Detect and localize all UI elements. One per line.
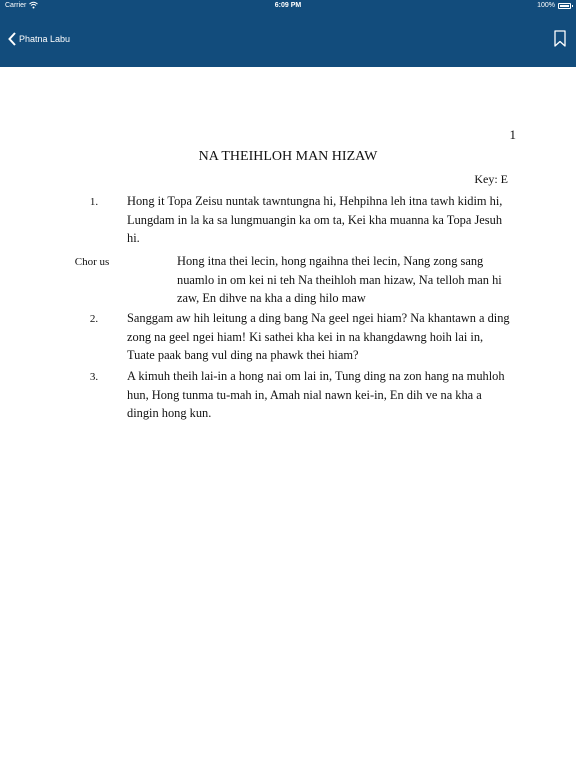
battery-percent: 100% bbox=[537, 2, 555, 9]
back-button[interactable] bbox=[8, 31, 70, 47]
verse-text-3: A kimuh theih lai-in a hong nai om lai in, Tung ding na zon hang na muhloh hun, Hong tunma tu-mah in, Amah nial nawn kei-in, En dih ve na kha a dingin hong kun. bbox=[127, 369, 505, 420]
verse-text-1: Hong it Topa Zeisu nuntak tawntungna hi, Hehpihna leh itna tawh kidim hi, Lungdam in la ka sa lungmuangin ka om ta, Kei kha muanna ka Topa Jesuh hi. bbox=[127, 194, 503, 245]
chevron-left-icon bbox=[8, 32, 16, 46]
bookmark-icon bbox=[554, 30, 566, 47]
verse-label-1: 1. bbox=[89, 196, 99, 208]
verse-text-2: Sanggam aw hih leitung a ding bang Na geel ngei hiam? Na khantawn a ding zong na geel ngei hiam! Ki sathei kha kei in na khangdawng hoih lai in, Tuate paak bang vul ding na phawk thei hiam? bbox=[127, 311, 510, 362]
navigation-bar bbox=[0, 0, 576, 67]
status-bar bbox=[0, 0, 576, 13]
bookmark-button[interactable] bbox=[554, 30, 566, 52]
chorus-text: Hong itna thei lecin, hong ngaihna thei lecin, Nang zong sang nuamlo in om kei ni teh Na theihloh man hizaw, Na telloh man hi zaw, En dihve na kha a ding hilo maw bbox=[177, 254, 502, 305]
hymn-title: NA THEIHLOH MAN HIZAW bbox=[198, 149, 378, 164]
chorus-label: Chor us bbox=[74, 256, 110, 268]
carrier-label: Carrier bbox=[5, 2, 27, 9]
back-button-label: Phatna Labu bbox=[19, 34, 71, 44]
hymn-number: 1 bbox=[509, 127, 516, 142]
verse-label-3: 3. bbox=[89, 371, 99, 383]
hymn-key: Key: E bbox=[474, 172, 508, 186]
verse-label-2: 2. bbox=[89, 313, 99, 325]
clock: 6:09 PM bbox=[274, 2, 302, 9]
battery-icon bbox=[558, 3, 571, 9]
